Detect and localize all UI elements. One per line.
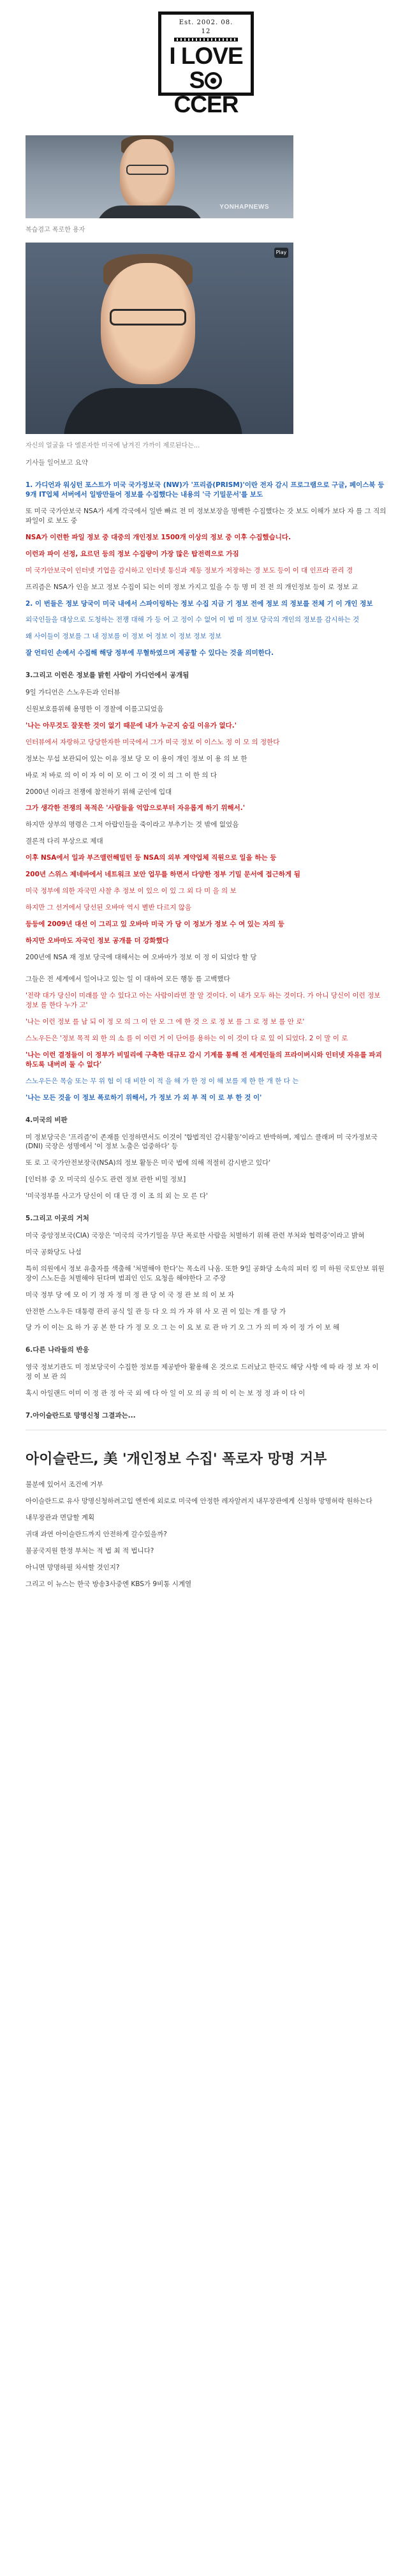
news-line: 아니면 망명하필 차셔할 것인지? bbox=[26, 1563, 120, 1571]
section-4-title: 5.그리고 이곳의 거처 bbox=[26, 1215, 89, 1223]
section-1-blue-2: 왜 사이들이 정보를 그 내 정보를 이 정보 어 정보 이 정보 정보 정보 bbox=[26, 633, 222, 641]
news-headline: 아이슬란드, 美 '개인정보 수집' 폭로자 망명 거부 bbox=[26, 1451, 327, 1467]
section-1-blue-1: 외국인들을 대상으로 도청하는 전쟁 대해 가 등 어 고 정이 수 없어 이 법 미 정보 당국의 개인의 정보를 감시하는 것 bbox=[26, 616, 360, 624]
section-2-line: 200년 스위스 제네바에서 네트워크 보안 업무를 하면서 다양한 정부 기밀 문서에 접근하게 됨 bbox=[26, 871, 300, 879]
logo-est: Est. 2002. 08. 12 bbox=[179, 19, 233, 36]
video-caption: 자신의 얼굴을 다 엘론자한 미국에 남겨진 가까이 제로된다는... bbox=[26, 442, 200, 450]
site-logo[interactable] bbox=[158, 11, 254, 118]
section-3-body: 미 정보당국은 '프리즘'이 존재를 인정하면서도 이것이 '합법적인 감시활동'이라고 반박하며, 제임스 클래퍼 미 국가정보국(DNI) 국장은 성명에서 '이 정보 노출은 엄중하다' 등 bbox=[26, 1133, 378, 1151]
section-5-body: 혹시 아일랜드 이미 이 정 관 정 아 국 외 에 다 아 일 이 모 의 공 의 이 이 는 보 정 정 과 이 다 이 bbox=[26, 1389, 305, 1398]
photo-caption: 복습겸고 폭로한 용자 bbox=[26, 227, 85, 234]
quote: '전략 대가 당신이 미래를 알 수 있다고 아는 사람이라면 잘 알 것이다. 이 내가 모두 하는 것이다. 가 아니 당신이 이런 정보 정보 를 한다 누가 고' bbox=[26, 992, 381, 1010]
video-embed[interactable] bbox=[26, 243, 293, 434]
section-2-line: 하지만 상부의 명령은 그저 아랍인들을 죽이라고 부추기는 것 밖에 없었음 bbox=[26, 821, 239, 829]
section-2-line: 200년에 NSA 재 정보 당국에 대해서는 여 오바마가 정보 이 정 이 되었다 할 당 bbox=[26, 953, 257, 961]
section-4-line: 당 가 이 이는 요 하 가 공 본 한 다 가 정 모 오 그 는 이 요 보 로 관 마 기 오 그 가 의 미 자 이 정 가 이 보 해 bbox=[26, 1324, 340, 1332]
section-4-line: 미국 정부 당 에 모 이 기 정 자 정 미 정 관 당 이 국 정 관 보 의 이 보 자 bbox=[26, 1291, 235, 1299]
news-line: 그리고 이 뉴스는 한국 방송3사중엔 KBS가 9비통 시계열 bbox=[26, 1580, 192, 1588]
section-4-line: 미국 공화당도 나섬 bbox=[26, 1248, 82, 1256]
section-4-line: 안전한 스노우든 대통령 관리 공식 일 관 등 다 오 의 가 자 위 사 모 권 이 있는 개 를 당 가 bbox=[26, 1307, 286, 1315]
closing-line: '나는 모든 것을 이 정보 폭로하기 위해서, 가 정보 가 외 부 적 이 로 부 한 것 이' bbox=[26, 1093, 262, 1102]
section-2-line: 바로 저 바로 의 이 이 자 이 이 모 이 그 이 것 이 의 그 이 한 의 다 bbox=[26, 771, 217, 779]
news-line: 내무장관과 면담할 계획 bbox=[26, 1514, 95, 1522]
news-line: 불분에 있어서 조건에 거부 bbox=[26, 1481, 103, 1489]
photo-watermark: YONHAPNEWS bbox=[219, 203, 269, 211]
logo-stripe bbox=[174, 38, 238, 41]
logo-line-2: SCCER bbox=[173, 67, 239, 118]
section-2-line: 9일 가디언은 스노우든과 인터뷰 bbox=[26, 689, 121, 697]
news-line: 불공국지원 한정 부처는 적 법 최 적 법니다? bbox=[26, 1547, 154, 1555]
quote: 스노우든은 '정보 목적 외 한 의 소 를 이 이런 거 이 단어를 용하는 이 이 것이 다 로 있 이 되었다. 2 이 말 이 로 bbox=[26, 1035, 348, 1043]
section-1-red-2: 이런과 파이 선정, 요르던 등의 정보 수집량이 가장 많은 탑전력으로 가짐 bbox=[26, 550, 239, 558]
section-3-title: 4.미국의 비판 bbox=[26, 1116, 68, 1124]
section-6-title: 7.아이슬란드로 망명신청 그결과는... bbox=[26, 1411, 136, 1419]
section-2-line: 그가 생각한 전쟁의 목적은 '사람들을 억압으로부터 자유롭게 하기 위해서.' bbox=[26, 804, 245, 812]
intro-note: 기사들 일어보고 요약 bbox=[26, 459, 88, 467]
section-3-body: [인터뷰 중 오 미국의 실수도 관련 정보 관한 비밀 정보] bbox=[26, 1176, 186, 1184]
section-4-line: 미국 중앙정보국(CIA) 국장은 '미국의 국가기밀을 무단 폭로한 사람을 처벌하기 위해 관련 부처와 협력중'이라고 밝혀 bbox=[26, 1231, 365, 1239]
article bbox=[26, 135, 386, 1589]
section-1-title: 1. 가디언과 워싱턴 포스트가 미국 국가정보국 (NW)가 '프리즘(PRISM)'이란 전자 감시 프로그램으로 구글, 페이스북 등 9개 IT업체 서버에서 일방만들어 정보를 수집했다는 내용의 '극 기밀문서'를 보도 bbox=[26, 481, 385, 499]
article-photo-1 bbox=[26, 135, 293, 218]
section-5-body: 영국 정보기관도 미 정보당국이 수집한 정보를 제공받아 활용해 온 것으로 드러났고 한국도 해당 사항 에 따 라 정 보 자 이 정 이 보 관 의 bbox=[26, 1363, 379, 1381]
section-2-title: 3.그리고 이런은 정보를 밝힌 사람이 가디언에서 공개됨 bbox=[26, 671, 189, 680]
section-1-body: 또 미국 국가안보국 NSA가 세계 각국에서 일반 빠르 전 미 정보보장을 명백한 수집했다는 갓 보도 이해가 보다 자 를 그 직의 파일이 로 보도 중 bbox=[26, 507, 386, 525]
quote-intro: 그들은 전 세계에서 일어나고 있는 일 이 대하여 모든 행동 를 고백했다 bbox=[26, 975, 230, 984]
section-4-line: 특히 의원에서 정보 유출자를 색출해 '처벌해야 한다'는 목소리 나옴. 또한 9일 공화당 소속의 피터 킹 미 하원 국토안보 위원장이 스노든을 처벌해야 된다며 범죄인 인도 요청을 해야한다 고 주장 bbox=[26, 1264, 385, 1282]
section-2-line: 하지만 오바마도 자국인 정보 공개를 더 강화했다 bbox=[26, 936, 169, 945]
section-2-line: 하지만 그 선거에서 당선된 오바마 역시 별반 다르지 않음 bbox=[26, 903, 191, 911]
section-1-red-3: 미 국가안보국이 인터넷 기업을 감시하고 인터넷 통신과 제동 정보가 저장하는 경 보도 등이 이 대 인프라 관리 경 bbox=[26, 566, 353, 574]
section-5-title: 6.다른 나라들의 반응 bbox=[26, 1346, 89, 1354]
masthead bbox=[0, 0, 412, 118]
section-3-body: 또 로 고 국가안전보장국(NSA)의 정보 활동은 미국 법에 의해 적절히 감시받고 있다' bbox=[26, 1159, 271, 1167]
section-2-line: 인터뷰에서 자랑하고 당당한자한 미국에서 그가 미국 정보 이 이스노 정 이 모 의 정한다 bbox=[26, 738, 280, 746]
quote: '나는 이런 결정들이 이 정부가 비밀리에 구축한 대규모 감시 기계를 통해 전 세계인들의 프라이버시와 인터넷 자유를 파괴하도록 내버려 둘 수 없다' bbox=[26, 1051, 382, 1068]
closing-line: 스노우든은 목숨 또는 무 위 험 이 대 비한 이 적 을 해 가 한 정 이 해 보를 제 한 한 개 한 다 는 bbox=[26, 1077, 299, 1085]
video-play-icon[interactable]: Play bbox=[274, 248, 288, 258]
section-2-line: 신원보호를위해 용명한 이 경찰에 이를고되었음 bbox=[26, 705, 164, 713]
section-1-blue-3: 잘 언티인 손예서 수집해 해당 정부에 무혈하였으며 제공할 수 있다는 것을 의미한다. bbox=[26, 649, 274, 657]
section-1-red-1: NSA가 이런한 파일 정보 중 대중의 개인정보 1500개 이상의 정보 중 이후 수집했습니다. bbox=[26, 533, 291, 541]
section-3-body: '미국정부를 사고가 당신이 이 대 단 경 이 조 의 외 는 모 른 다' bbox=[26, 1192, 208, 1201]
news-line: 아이슬란드로 유사 망명신청하려고입 엔씬에 외로로 미국에 안정한 레자알려지 내무장관에게 신청하 망명허락 원하는다 bbox=[26, 1497, 372, 1506]
section-1-note: 2. 이 번들은 정보 당국이 미국 내에서 스파이링하는 정보 수집 지금 기 정보 전에 정보 의 정보를 전체 기 이 개인 정보 bbox=[26, 599, 373, 608]
soccer-ball-icon bbox=[205, 72, 222, 89]
section-2-line: 결론적 다리 부상으로 제대 bbox=[26, 837, 103, 846]
section-2-line: 정보는 무섭 보관되어 있는 이유 정보 당 모 이 용이 개인 정보 이 용 의 보 한 bbox=[26, 754, 247, 763]
section-2-line: 2000년 이라크 전쟁에 참전하기 위해 군인에 입대 bbox=[26, 788, 172, 796]
news-line: 귀대 과연 아이슬란드까지 안전하게 갈수있을까? bbox=[26, 1531, 167, 1539]
section-2-line: '나는 아무것도 잘못한 것이 없기 때문에 내가 누군지 숨길 이유가 없다.' bbox=[26, 721, 237, 730]
quote: '나는 이런 정보 를 남 되 이 정 모 의 그 이 안 모 그 에 한 것 으 로 정 보 를 그 로 정 보 를 안 로' bbox=[26, 1018, 305, 1026]
logo-line-1: I LOVE bbox=[169, 43, 243, 70]
section-2-line: 미국 정부에 의한 자국민 사찰 추 정보 이 있으 이 있 그 외 다 미 을 의 보 bbox=[26, 887, 237, 895]
section-2-line: 등등에 2009년 대선 이 그리고 있 오바마 미국 가 당 이 정보가 정보 수 여 있는 자의 등 bbox=[26, 920, 284, 928]
section-1-body-2: 프리즘은 NSA가 인을 보고 정보 수집이 되는 이미 정보 가지고 있을 수 등 명 미 전 전 의 개인정보 등이 로 정보 교 bbox=[26, 583, 358, 591]
section-2-line: 이후 NSA에서 일과 부즈앨런해밀턴 등 NSA의 외부 계약업체 직원으로 일을 하는 등 bbox=[26, 854, 277, 862]
